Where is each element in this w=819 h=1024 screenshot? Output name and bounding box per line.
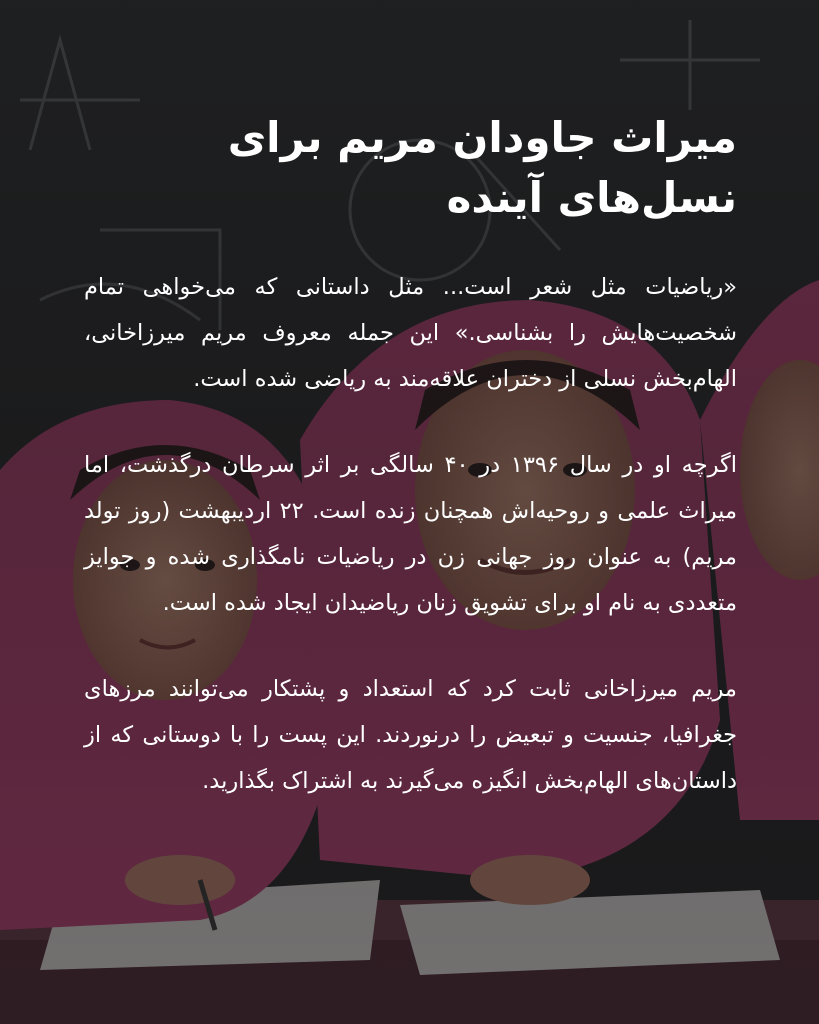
post-title: میراث جاودان مریم برای نسل‌های آینده: [227, 113, 737, 222]
post-content: [84, 108, 737, 804]
paragraph-call-to-share: مریم میرزاخانی ثابت کرد که استعداد و پشتکار می‌توانند مرزهای جغرافیا، جنسیت و تبعیض را درنوردند. این پست را با دوستانی که از داستان‌های الهام‌بخش انگیزه می‌گیرند به اشتراک بگذارید.: [84, 676, 737, 794]
paragraph-legacy: اگرچه او در سال ۱۳۹۶ در ۴۰ سالگی بر اثر سرطان درگذشت، اما میراث علمی و روحیه‌اش همچنان زنده است. ۲۲ اردیبهشت (روز تولد مریم) به عنوان روز جهانی زن در ریاضیات نامگذاری شده و جوایز متعددی به نام او برای تشویق زنان ریاضیدان ایجاد شده است.: [84, 452, 737, 616]
paragraph-quote: «ریاضیات مثل شعر است... مثل داستانی که می‌خواهی تمام شخصیت‌هایش را بشناسی.» این جمله معروف مریم میرزاخانی، الهام‌بخش نسلی از دختران علاقه‌مند به ریاضی شده است.: [84, 274, 737, 392]
